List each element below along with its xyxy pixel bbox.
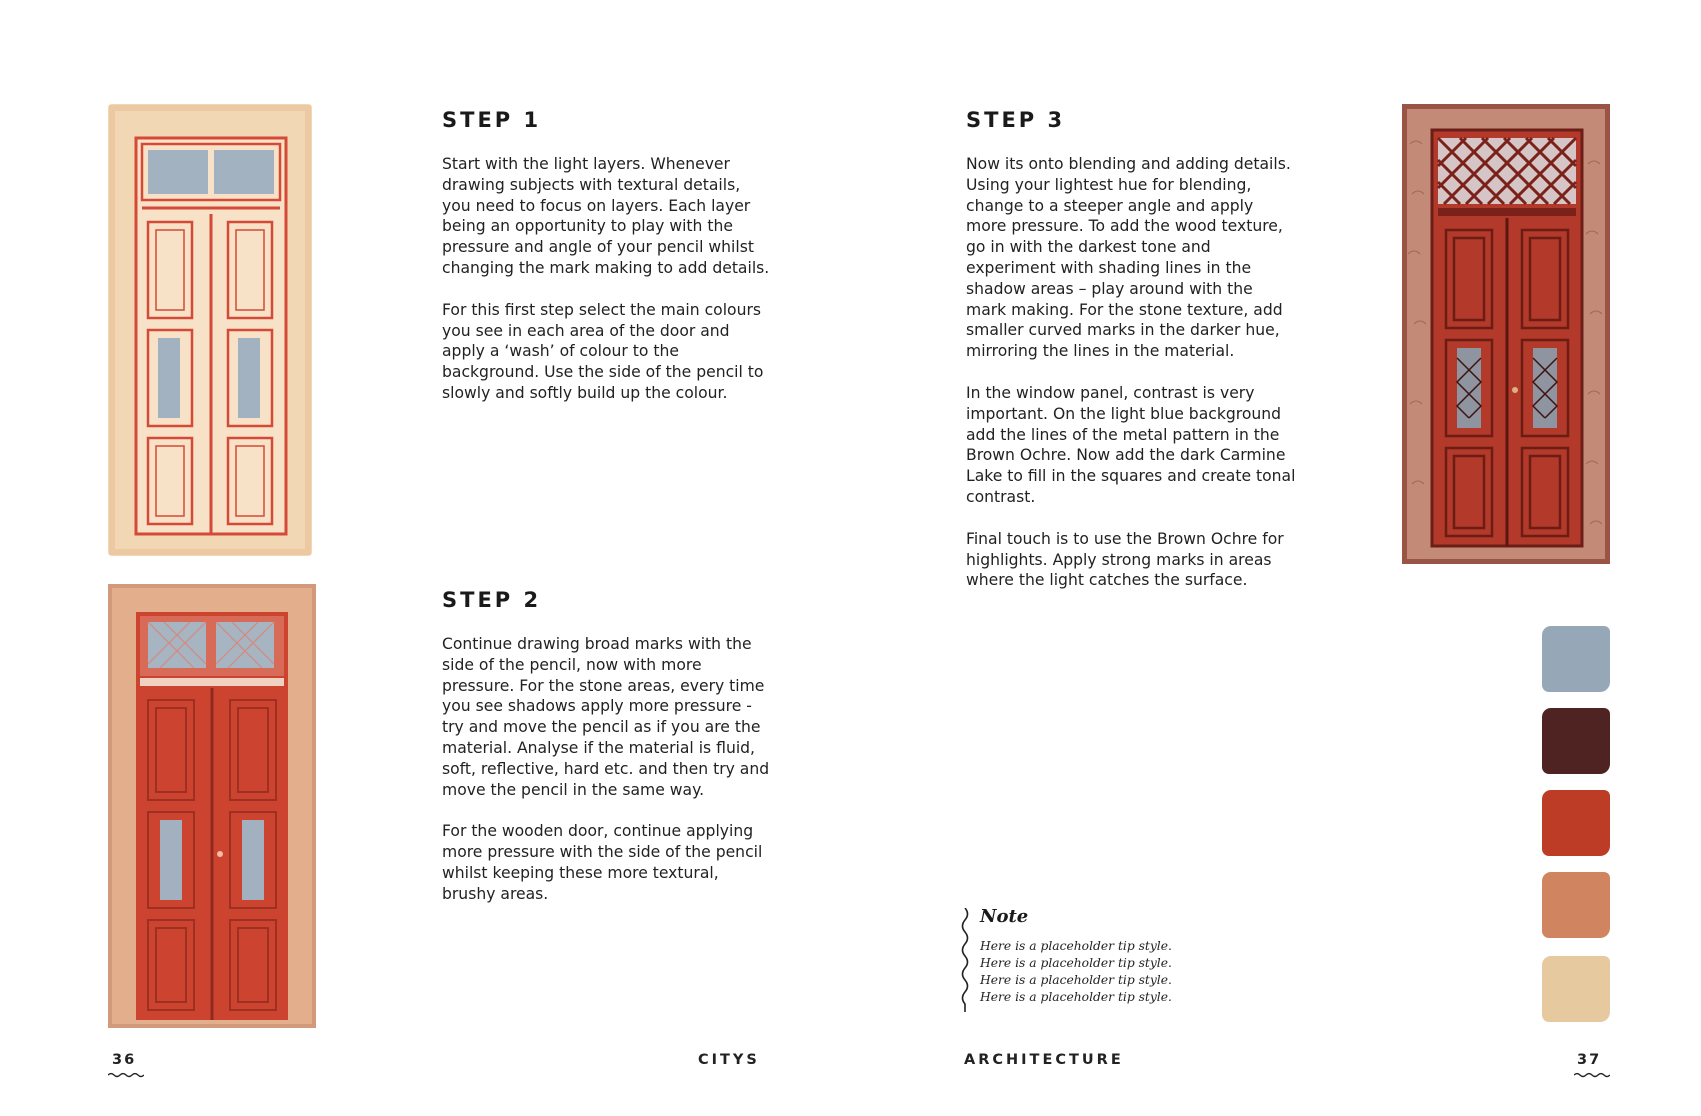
step-2-paragraph-2: For the wooden door, continue applying more pressure with the side of the pencil whilst keeping these more textural, brushy areas. (442, 822, 763, 903)
swatch-red (1542, 790, 1610, 856)
note-title: Note (980, 906, 1029, 927)
squiggle-border-icon (960, 908, 970, 1012)
step-1-paragraph-1: Start with the light layers. Whenever drawing subjects with textural details, you need to focus on layers. Each layer being an opportunity to play with the pressure and angle of your pencil whilst changing the mark making to add details. (442, 155, 770, 277)
step-3-paragraph-2: In the window panel, contrast is very important. On the light blue background add the lines of the metal pattern in the Brown Ochre. Now add the dark Carmine Lake to fill in the squares and create tonal contrast. (966, 383, 1296, 506)
step-2-section (442, 588, 772, 926)
wave-underline-icon (108, 1072, 144, 1078)
step-2-paragraph-1: Continue drawing broad marks with the side of the pencil, now with more pressure. For the stone areas, every time you see shadows apply more pressure - try and move the pencil as if you are the material. Analyse if the material is fluid, soft, reflective, hard etc. and then try and move the pencil in the same way. (442, 635, 770, 799)
swatch-light-sand (1542, 956, 1610, 1022)
swatch-dark-brown (1542, 708, 1610, 774)
door-illustration-step1 (108, 104, 312, 556)
swatch-brown-ochre (1542, 872, 1610, 938)
swatch-light-blue (1542, 626, 1610, 692)
running-head-right: ARCHITECTURE (964, 1052, 1124, 1068)
note-body: Here is a placeholder tip style. Here is a placeholder tip style. Here is a placeholder tip style. Here is a placeholder tip style. (980, 939, 1172, 1004)
step-3-paragraph-1: Now its onto blending and adding details. Using your lightest hue for blending, change to a steeper angle and apply more pressure. To add the wood texture, go in with the darkest tone and experiment with shading lines in the shadow areas – play around with the mark making. For the stone texture, add smaller curved marks in the darker hue, mirroring the lines in the material. (966, 155, 1291, 361)
step-1-section (442, 108, 772, 425)
step-2-heading: STEP 2 (442, 588, 542, 612)
step-1-paragraph-2: For this first step select the main colours you see in each area of the door and apply a ‘wash’ of colour to the background. Use the side of the pencil to slowly and softly build up the colour. (442, 300, 764, 402)
door-illustration-step3 (1402, 104, 1610, 564)
page-number-right: 37 (1577, 1052, 1602, 1068)
step-1-heading: STEP 1 (442, 108, 542, 132)
step-3-heading: STEP 3 (966, 108, 1066, 132)
page-number-left: 36 (112, 1052, 137, 1068)
step-3-section (966, 108, 1296, 612)
running-head-left: CITYS (698, 1052, 760, 1068)
step-3-paragraph-3: Final touch is to use the Brown Ochre for highlights. Apply strong marks in areas where the light catches the surface. (966, 529, 1284, 590)
door-illustration-step2 (108, 584, 316, 1028)
wave-underline-icon (1574, 1072, 1610, 1078)
